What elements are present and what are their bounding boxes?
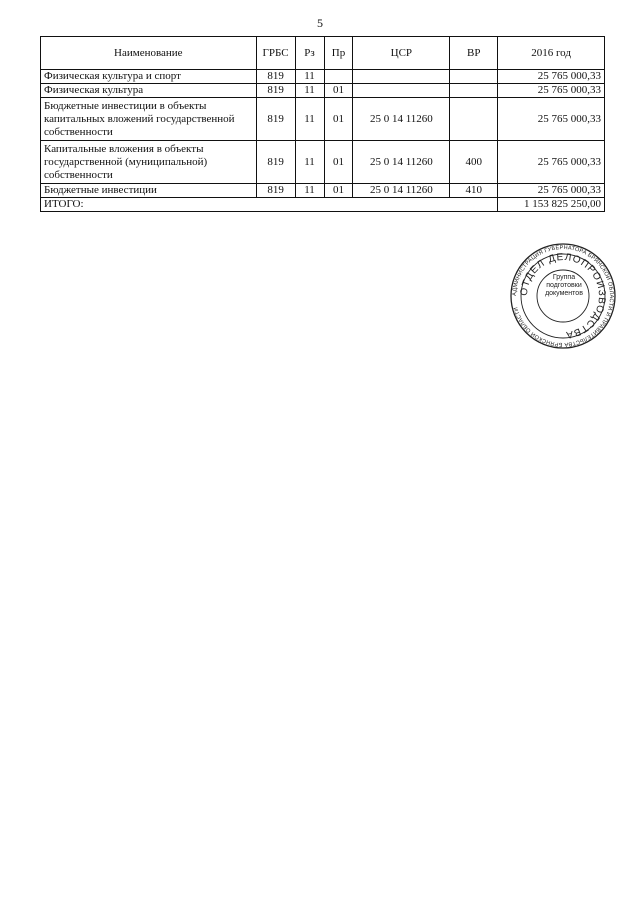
table-row (41, 184, 605, 198)
stamp-center-line: подготовки (546, 282, 582, 289)
row-pr (324, 70, 353, 84)
header-grbs: ГРБС (256, 37, 295, 70)
row-vr: 410 (450, 184, 498, 198)
row-csr (353, 84, 450, 98)
header-rz: Рз (295, 37, 324, 70)
total-row (41, 198, 605, 212)
row-pr: 01 (324, 184, 353, 198)
row-csr: 25 0 14 11260 (353, 141, 450, 184)
header-csr: ЦСР (353, 37, 450, 70)
stamp-center-line: Группа (552, 274, 576, 281)
row-name: Капитальные вложения в объекты государственной (муниципальной) собственности (41, 141, 257, 184)
row-name: Бюджетные инвестиции в объекты капитальных вложений государственной собственности (41, 98, 257, 141)
row-vr: 400 (450, 141, 498, 184)
row-amount: 25 765 000,33 (498, 184, 605, 198)
row-amount: 25 765 000,33 (498, 70, 605, 84)
stamp-ring-text: ОТДЕЛ ДЕЛОПРОИЗВОДСТВА (518, 251, 608, 341)
row-pr: 01 (324, 84, 353, 98)
stamp-center-line: документов (545, 290, 583, 297)
row-rz: 11 (295, 141, 324, 184)
row-pr: 01 (324, 98, 353, 141)
table-row (41, 141, 605, 184)
row-vr (450, 84, 498, 98)
table-row (41, 70, 605, 84)
row-vr (450, 70, 498, 84)
row-name: Физическая культура и спорт (41, 70, 257, 84)
stamp-center-text (541, 274, 587, 298)
table-header-row (41, 37, 605, 70)
budget-table (40, 36, 605, 212)
row-pr: 01 (324, 141, 353, 184)
table-row (41, 84, 605, 98)
header-year: 2016 год (498, 37, 605, 70)
stamp-outer-text: АДМИНИСТРАЦИЯ ГУБЕРНАТОРА БРЯНСКОЙ ОБЛАСТИ И ПРАВИТЕЛЬСТВА БРЯНСКОЙ ОБЛАСТИ (511, 244, 615, 348)
row-rz: 11 (295, 184, 324, 198)
page-number: 5 (317, 16, 323, 30)
row-csr: 25 0 14 11260 (353, 184, 450, 198)
row-csr (353, 70, 450, 84)
row-name: Бюджетные инвестиции (41, 184, 257, 198)
header-name: Наименование (41, 37, 257, 70)
row-name: Физическая культура (41, 84, 257, 98)
total-value: 1 153 825 250,00 (498, 198, 605, 212)
row-rz: 11 (295, 84, 324, 98)
row-vr (450, 98, 498, 141)
row-csr: 25 0 14 11260 (353, 98, 450, 141)
header-vr: ВР (450, 37, 498, 70)
row-grbs: 819 (256, 98, 295, 141)
row-amount: 25 765 000,33 (498, 141, 605, 184)
row-rz: 11 (295, 70, 324, 84)
row-grbs: 819 (256, 141, 295, 184)
row-grbs: 819 (256, 184, 295, 198)
row-grbs: 819 (256, 70, 295, 84)
header-pr: Пр (324, 37, 353, 70)
row-rz: 11 (295, 98, 324, 141)
total-label: ИТОГО: (41, 198, 498, 212)
row-amount: 25 765 000,33 (498, 84, 605, 98)
table-row (41, 98, 605, 141)
row-amount: 25 765 000,33 (498, 98, 605, 141)
row-grbs: 819 (256, 84, 295, 98)
